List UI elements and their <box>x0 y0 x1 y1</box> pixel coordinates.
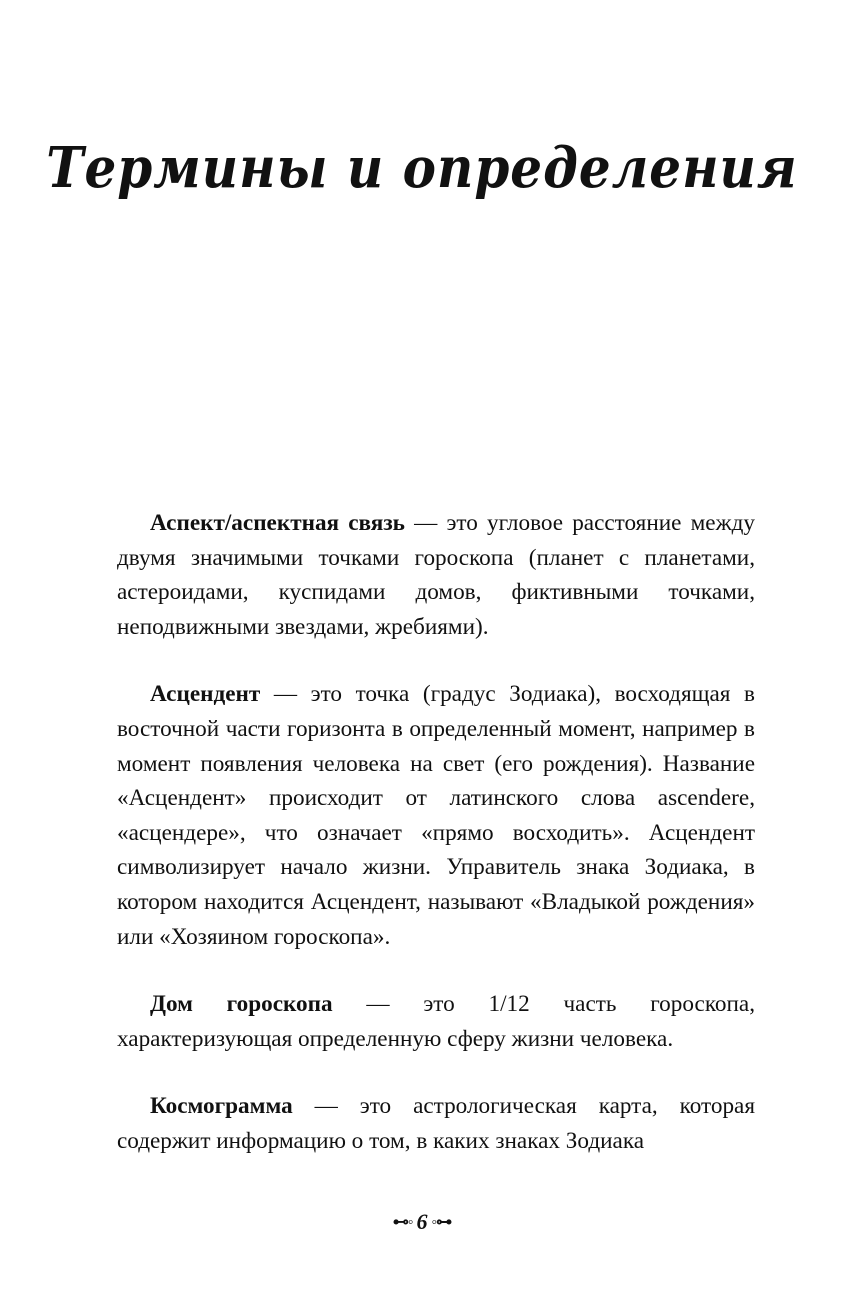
definition-entry-house <box>117 987 755 1056</box>
definition-entry-aspect <box>117 506 755 644</box>
definition: — это точка (градус Зодиака), восходящая в восточной части горизонта в определенный момент, например в момент появления человека на свет (его рождения). Название «Асцендент» происходит от латинского слова ascendere, «асцендере», что означает «прямо восходить». Асцендент символизирует начало жизни. Управитель знака Зодиака, в котором находится Асцендент, называют «Владыкой рождения» или «Хозяином гороскопа». <box>117 681 755 950</box>
term: Космограмма <box>150 1093 293 1120</box>
ornament-right-icon: ◦⊶ <box>431 1214 452 1231</box>
definition-entry-ascendant <box>117 677 755 954</box>
term: Асцендент <box>150 681 261 708</box>
definition-entry-cosmogram <box>117 1089 755 1158</box>
text-body <box>117 506 755 1192</box>
definition: — это астрологическая карта, которая содержит информацию о том, в каких знаках Зодиака <box>117 1093 755 1154</box>
definition: — это 1/12 часть гороскопа, характеризующая определенную сферу жизни человека. <box>117 991 756 1052</box>
page-title: Термины и определения <box>46 134 798 201</box>
definition: — это угловое расстояние между двумя значимыми точками гороскопа (планет с планетами, астероидами, куспидами домов, фиктивными точками, неподвижными звездами, жребиями). <box>117 510 755 640</box>
term: Дом гороскопа <box>150 991 333 1018</box>
page-number: 6 <box>416 1209 428 1234</box>
ornament-left-icon: ⊷◦ <box>392 1214 413 1231</box>
term: Аспект/аспектная связь <box>150 510 405 536</box>
page-footer <box>0 1209 844 1235</box>
